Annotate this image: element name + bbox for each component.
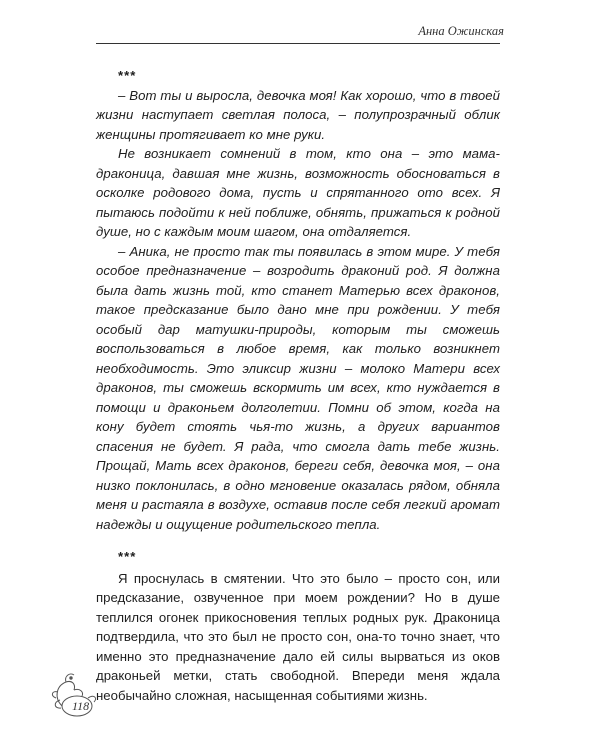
dream-section [96, 66, 500, 534]
paragraph: – Аника, не просто так ты появилась в этом мире. У тебя особое предназначение – возродить драконий род. Я должна была дать жизнь той, кто станет Матерью всех драконов, такое предсказание было дано мне при рождении. У тебя особый дар матушки-природы, которым ты сможешь воспользоваться в любое время, как только возникнет необходимость. Это эликсир жизни – молоко Матери всех драконов, ты сможешь вскормить им всех, кто нуждается в помощи и драконьем долголетии. Помни об этом, когда на кону будет стоять чья-то жизнь, а других вариантов спасения не будет. Я рада, что смогла дать тебе жизнь. Прощай, Мать всех драконов, береги себя, девочка моя, – она низко поклонилась, в одно мгновение оказалась рядом, обняла меня и растаяла в воздухе, оставив после себя легкий аромат надежды и ощущение родительского тепла. [96, 243, 500, 532]
paragraph: – Вот ты и выросла, девочка моя! Как хорошо, что в твоей жизни наступает светлая полоса, – полупрозрачный облик женщины протягивает ко мне руки. [96, 87, 500, 142]
section-separator: *** [118, 68, 137, 83]
wake-section [96, 547, 500, 705]
page-number: 118 [72, 699, 90, 713]
section-separator: *** [118, 549, 137, 564]
paragraph: Я проснулась в смятении. Что это было – просто сон, или предсказание, озвученное при моем рождении? Но в душе теплился огонек прикосновения теплых родных рук. Драконица подтвердила, что это был не просто сон, она-то точно знает, что именно это предназначение дало ей силы вырваться из оков драконьей метки, стать свободной. Впереди меня ждала необычайно сложная, насыщенная событиями жизнь. [96, 570, 500, 703]
paragraph: Не возникает сомнений в том, кто она – это мама-драконица, давшая мне жизнь, возможность обосноваться в осколке родового дома, пусть и спрятанного ото всех. Я пытаюсь подойти к ней поближе, обнять, прижаться к родной душе, но с каждым моим шагом, она отдаляется. [96, 146, 500, 239]
header-rule [96, 43, 500, 44]
running-head-author: Анна Ожинская [418, 24, 504, 38]
page-number-emblem [44, 668, 104, 720]
